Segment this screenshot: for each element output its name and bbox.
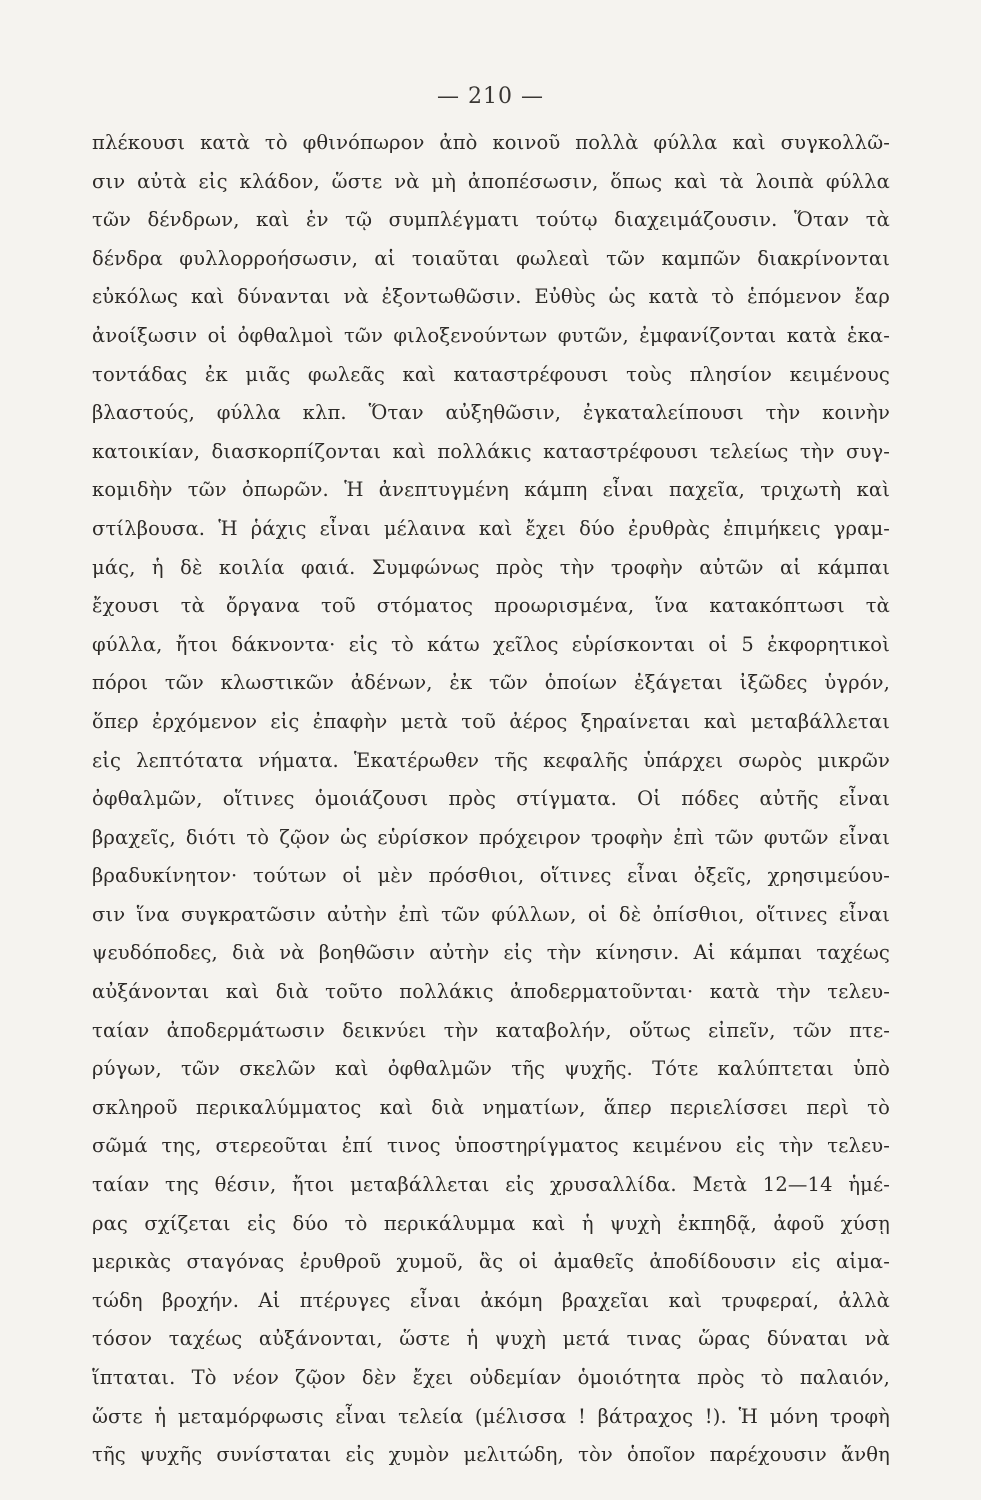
- text-line: βραχεῖς, διότι τὸ ζῷον ὡς εὑρίσκον πρόχειρον τροφὴν ἐπὶ τῶν φυτῶν εἶναι: [92, 825, 890, 849]
- text-line: εἰς λεπτότατα νήματα. Ἑκατέρωθεν τῆς κεφαλῆς ὑπάρχει σωρὸς μικρῶν: [92, 748, 890, 772]
- body-text: [92, 124, 890, 1475]
- text-line: τοντάδας ἐκ μιᾶς φωλεᾶς καὶ καταστρέφουσι τοὺς πλησίον κειμένους: [92, 362, 890, 386]
- text-line: ὥστε ἡ μεταμόρφωσις εἶναι τελεία (μέλισσα ! βάτραχος !). Ἡ μόνη τροφὴ: [92, 1404, 890, 1428]
- text-line: ἵπταται. Τὸ νέον ζῷον δὲν ἔχει οὐδεμίαν ὁμοιότητα πρὸς τὸ παλαιόν,: [92, 1366, 890, 1389]
- text-line: ρας σχίζεται εἰς δύο τὸ περικάλυμμα καὶ ἡ ψυχὴ ἐκπηδᾷ, ἀφοῦ χύσῃ: [92, 1211, 890, 1235]
- text-line: σιν ἵνα συγκρατῶσιν αὐτὴν ἐπὶ τῶν φύλλων, οἱ δὲ ὀπίσθιοι, οἵτινες εἶναι: [92, 902, 890, 926]
- text-line: εὐκόλως καὶ δύνανται νὰ ἐξοντωθῶσιν. Εὐθὺς ὡς κατὰ τὸ ἑπόμενον ἔαρ: [92, 285, 890, 309]
- text-line: μερικὰς σταγόνας ἐρυθροῦ χυμοῦ, ἃς οἱ ἀμαθεῖς ἀποδίδουσιν εἰς αἱμα-: [92, 1250, 890, 1274]
- text-line: σκληροῦ περικαλύμματος καὶ διὰ νηματίων, ἅπερ περιελίσσει περὶ τὸ: [92, 1095, 890, 1119]
- text-line: φύλλα, ἤτοι δάκνοντα· εἰς τὸ κάτω χεῖλος εὑρίσκονται οἱ 5 ἐκφορητικοὶ: [92, 632, 890, 656]
- text-line: ταίαν της θέσιν, ἤτοι μεταβάλλεται εἰς χρυσαλλίδα. Μετὰ 12—14 ἡμέ-: [92, 1173, 890, 1197]
- page-number: — 210 —: [437, 84, 544, 109]
- text-line: κατοικίαν, διασκορπίζονται καὶ πολλάκις καταστρέφουσι τελείως τὴν συγ-: [92, 439, 890, 463]
- text-line: αὐξάνονται καὶ διὰ τοῦτο πολλάκις ἀποδερματοῦνται· κατὰ τὴν τελευ-: [92, 980, 890, 1004]
- text-line: στίλβουσα. Ἡ ῥάχις εἶναι μέλαινα καὶ ἔχει δύο ἐρυθρὰς ἐπιμήκεις γραμ-: [92, 516, 890, 540]
- text-line: τώδη βροχήν. Αἱ πτέρυγες εἶναι ἀκόμη βραχεῖαι καὶ τρυφεραί, ἀλλὰ: [92, 1288, 890, 1312]
- text-line: πόροι τῶν κλωστικῶν ἀδένων, ἐκ τῶν ὁποίων ἐξάγεται ἰξῶδες ὑγρόν,: [92, 671, 890, 695]
- text-line: ἀνοίξωσιν οἱ ὀφθαλμοὶ τῶν φιλοξενούντων φυτῶν, ἐμφανίζονται κατὰ ἑκα-: [92, 323, 890, 347]
- text-line: ψευδόποδες, διὰ νὰ βοηθῶσιν αὐτὴν εἰς τὴν κίνησιν. Αἱ κάμπαι ταχέως: [92, 941, 890, 965]
- text-line: ἔχουσι τὰ ὄργανα τοῦ στόματος προωρισμένα, ἵνα κατακόπτωσι τὰ: [92, 594, 890, 618]
- text-line: μάς, ἡ δὲ κοιλία φαιά. Συμφώνως πρὸς τὴν τροφὴν αὐτῶν αἱ κάμπαι: [92, 555, 890, 579]
- text-line: τῆς ψυχῆς συνίσταται εἰς χυμὸν μελιτώδη, τὸν ὁποῖον παρέχουσιν ἄνθη: [92, 1443, 890, 1467]
- text-line: ὅπερ ἐρχόμενον εἰς ἐπαφὴν μετὰ τοῦ ἀέρος ξηραίνεται καὶ μεταβάλλεται: [92, 709, 890, 733]
- text-line: ὀφθαλμῶν, οἵτινες ὁμοιάζουσι πρὸς στίγματα. Οἱ πόδες αὐτῆς εἶναι: [92, 787, 890, 811]
- text-line: τόσον ταχέως αὐξάνονται, ὥστε ἡ ψυχὴ μετά τινας ὥρας δύναται νὰ: [92, 1327, 890, 1351]
- text-line: σῶμά της, στερεοῦται ἐπί τινος ὑποστηρίγματος κειμένου εἰς τὴν τελευ-: [92, 1134, 890, 1158]
- text-line: δένδρα φυλλορροήσωσιν, αἱ τοιαῦται φωλεαὶ τῶν καμπῶν διακρίνονται: [92, 246, 890, 270]
- text-line: βλαστούς, φύλλα κλπ. Ὅταν αὐξηθῶσιν, ἐγκαταλείπουσι τὴν κοινὴν: [92, 401, 890, 425]
- text-line: τῶν δένδρων, καὶ ἐν τῷ συμπλέγματι τούτῳ διαχειμάζουσιν. Ὅταν τὰ: [92, 208, 890, 232]
- text-line: πλέκουσι κατὰ τὸ φθινόπωρον ἀπὸ κοινοῦ πολλὰ φύλλα καὶ συγκολλῶ-: [92, 131, 890, 154]
- text-line: σιν αὐτὰ εἰς κλάδον, ὥστε νὰ μὴ ἀποπέσωσιν, ὅπως καὶ τὰ λοιπὰ φύλλα: [92, 169, 890, 193]
- text-line: κομιδὴν τῶν ὀπωρῶν. Ἡ ἀνεπτυγμένη κάμπη εἶναι παχεῖα, τριχωτὴ καὶ: [92, 478, 890, 502]
- text-line: ρύγων, τῶν σκελῶν καὶ ὀφθαλμῶν τῆς ψυχῆς. Τότε καλύπτεται ὑπὸ: [92, 1057, 890, 1081]
- text-line: βραδυκίνητον· τούτων οἱ μὲν πρόσθιοι, οἵτινες εἶναι ὀξεῖς, χρησιμεύου-: [92, 864, 890, 888]
- text-line: ταίαν ἀποδερμάτωσιν δεικνύει τὴν καταβολήν, οὕτως εἰπεῖν, τῶν πτε-: [92, 1018, 890, 1042]
